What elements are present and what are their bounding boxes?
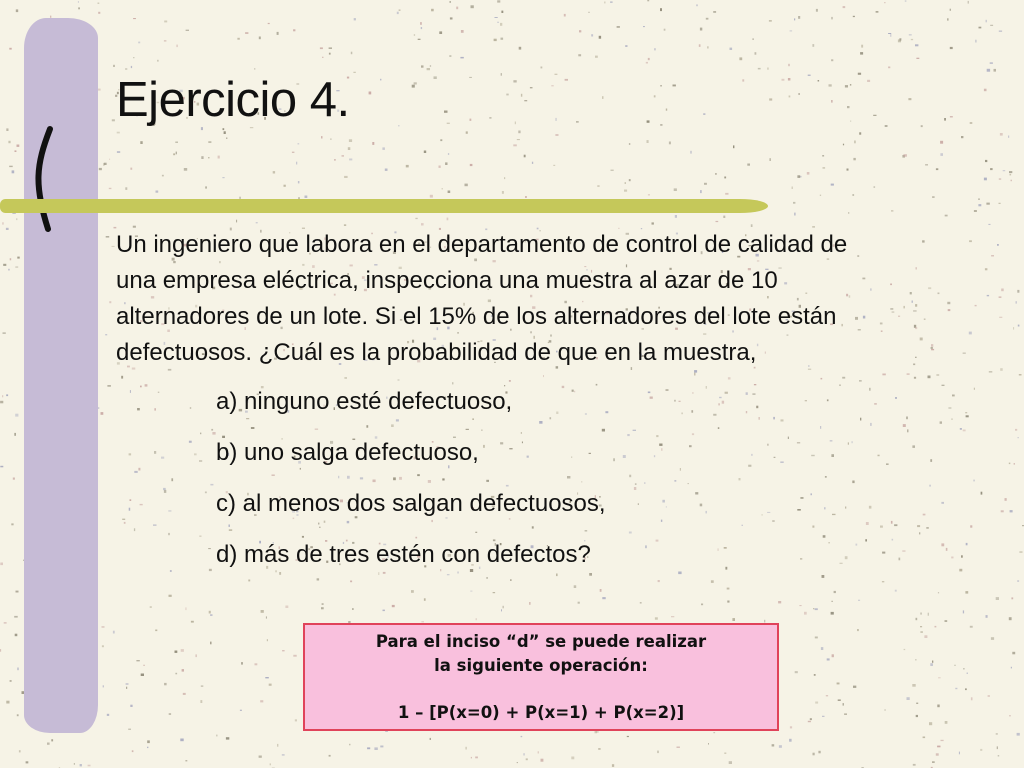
hint-formula: 1 – [P(x=0) + P(x=1) + P(x=2)] (397, 703, 685, 722)
slide-title: Ejercicio 4. (116, 73, 350, 127)
statement-line: una empresa eléctrica, inspecciona una muestra al azar de 10 (116, 267, 778, 294)
bracket-ornament-icon (28, 125, 68, 235)
question-item-d: d) más de tres estén con defectos? (216, 541, 591, 568)
question-item-b: b) uno salga defectuoso, (216, 439, 479, 466)
statement-line: alternadores de un lote. Si el 15% de los alternadores del lote están (116, 303, 837, 330)
question-item-a: a) ninguno esté defectuoso, (216, 388, 513, 415)
problem-statement (116, 227, 996, 371)
statement-line: defectuosos. ¿Cuál es la probabilidad de que en la muestra, (116, 339, 757, 366)
hint-line-2: la siguiente operación: (434, 656, 648, 675)
question-list (216, 382, 606, 586)
hint-line-1: Para el inciso “d” se puede realizar (375, 632, 707, 651)
statement-line: Un ingeniero que labora en el departamento de control de calidad de (116, 231, 848, 258)
hint-note-box (303, 623, 779, 731)
question-item-c: c) al menos dos salgan defectuosos, (216, 490, 606, 517)
decorative-green-rule (0, 199, 768, 213)
